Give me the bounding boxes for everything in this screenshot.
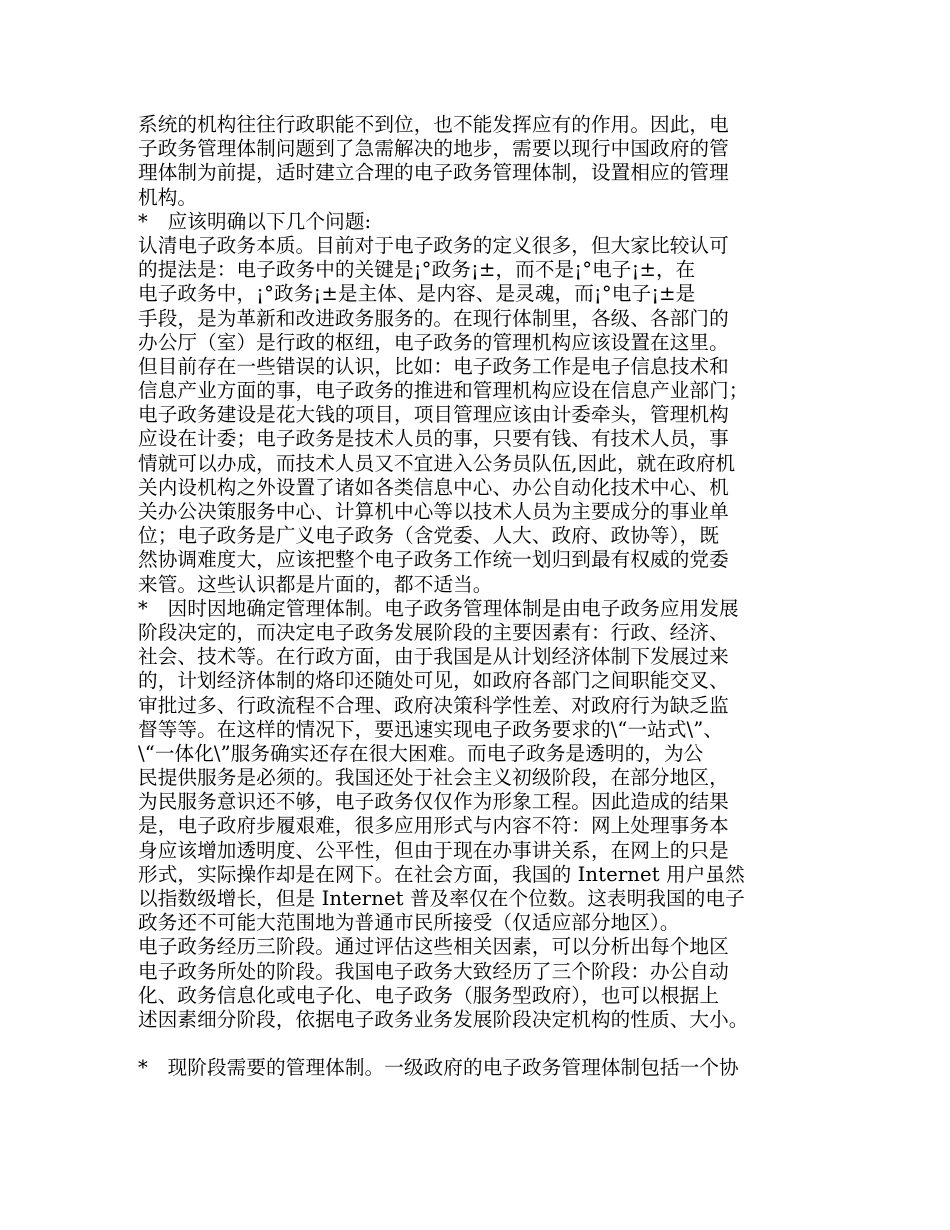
- text-line: 是，电子政府步履艰难，很多应用形式与内容不符：网上处理事务本: [138, 814, 729, 838]
- text-line: 系统的机构往往行政职能不到位，也不能发挥应有的作用。因此，电: [138, 113, 729, 136]
- text-line: 社会、技术等。在行政方面，由于我国是从计划经济体制下发展过来: [138, 645, 729, 669]
- text-line: 但目前存在一些错误的认识，比如：电子政务工作是电子信息技术和: [138, 354, 729, 378]
- text-line: 述因素细分阶段，依据电子政务业务发展阶段决定机构的性质、大小。: [138, 1007, 749, 1031]
- text-line: 化、政务信息化或电子化、电子政务（服务型政府），也可以根据上: [138, 983, 720, 1007]
- text-line: 电子政务中，¡°政务¡±是主体、是内容、是灵魂，而¡°电子¡±是: [138, 282, 696, 306]
- text-line: 的提法是：电子政务中的关键是¡°政务¡±，而不是¡°电子¡±，在: [138, 258, 696, 282]
- text-line: 情就可以办成，而技术人员又不宜进入公务员队伍,因此，就在政府机: [138, 451, 736, 475]
- bullet-heading: * 应该明确以下几个问题:: [138, 209, 372, 233]
- text-line: 关办公决策服务中心、计算机中心等以技术人员为主要成分的事业单: [138, 500, 729, 523]
- text-line: 机构。: [138, 185, 198, 209]
- text-line: 理体制为前提，适时建立合理的电子政务管理体制，设置相应的管理: [138, 161, 729, 185]
- text-line: 形式，实际操作却是在网下。在社会方面，我国的 Internet 用户虽然: [138, 862, 745, 886]
- text-line: 电子政务建设是花大钱的项目，项目管理应该由计委牵头，管理机构: [138, 403, 729, 427]
- bullet-paragraph-start: * 现阶段需要的管理体制。一级政府的电子政务管理体制包括一个协: [138, 1056, 739, 1080]
- text-line: 督等等。在这样的情况下，要迅速实现电子政务要求的\“一站式\”、: [138, 717, 724, 741]
- text-line: 办公厅（室）是行政的枢纽，电子政务的管理机构应该设置在这里。: [138, 330, 729, 354]
- text-line: 电子政务经历三阶段。通过评估这些相关因素，可以分析出每个地区: [138, 935, 729, 959]
- blank-line: [138, 1032, 828, 1056]
- text-line: 阶段决定的，而决定电子政务发展阶段的主要因素有：行政、经济、: [138, 620, 729, 644]
- text-line: 身应该增加透明度、公平性，但由于现在办事讲关系，在网上的只是: [138, 838, 729, 862]
- text-line: 信息产业方面的事，电子政务的推进和管理机构应设在信息产业部门；: [138, 379, 749, 403]
- text-line: 的，计划经济体制的烙印还随处可见，如政府各部门之间职能交叉、: [138, 669, 729, 693]
- text-line: 应设在计委；电子政务是技术人员的事，只要有钱、有技术人员，事: [138, 427, 729, 451]
- text-line: 手段，是为革新和改进政务服务的。在现行体制里，各级、各部门的: [138, 306, 729, 330]
- text-line: 电子政务所处的阶段。我国电子政务大致经历了三个阶段：办公自动: [138, 959, 729, 983]
- bullet-paragraph-start: * 因时因地确定管理体制。电子政务管理体制是由电子政务应用发展: [138, 596, 739, 620]
- text-line: 政务还不可能大范围地为普通市民所接受（仅适应部分地区）。: [138, 911, 680, 935]
- text-line: 子政务管理体制问题到了急需解决的地步，需要以现行中国政府的管: [138, 137, 729, 161]
- text-line: 来管。这些认识都是片面的，都不适当。: [138, 572, 493, 596]
- text-line: \“一体化\”服务确实还存在很大困难。而电子政务是透明的，为公: [138, 741, 704, 765]
- text-line: 为民服务意识还不够，电子政务仅仅作为形象工程。因此造成的结果: [138, 790, 729, 814]
- document-page: [138, 113, 828, 1080]
- text-line: 审批过多、行政流程不合理、政府决策科学性差、对政府行为缺乏监: [138, 693, 729, 717]
- text-line: 然协调难度大，应该把整个电子政务工作统一划归到最有权威的党委: [138, 548, 729, 572]
- text-line: 位；电子政务是广义电子政务（含党委、人大、政府、政协等），既: [138, 524, 720, 548]
- text-line: 以指数级增长，但是 Internet 普及率仅在个位数。这表明我国的电子: [138, 887, 745, 910]
- text-line: 关内设机构之外设置了诸如各类信息中心、办公自动化技术中心、机: [138, 475, 729, 499]
- text-line: 民提供服务是必须的。我国还处于社会主义初级阶段，在部分地区，: [138, 766, 729, 790]
- text-line: 认清电子政务本质。目前对于电子政务的定义很多，但大家比较认可: [138, 233, 729, 257]
